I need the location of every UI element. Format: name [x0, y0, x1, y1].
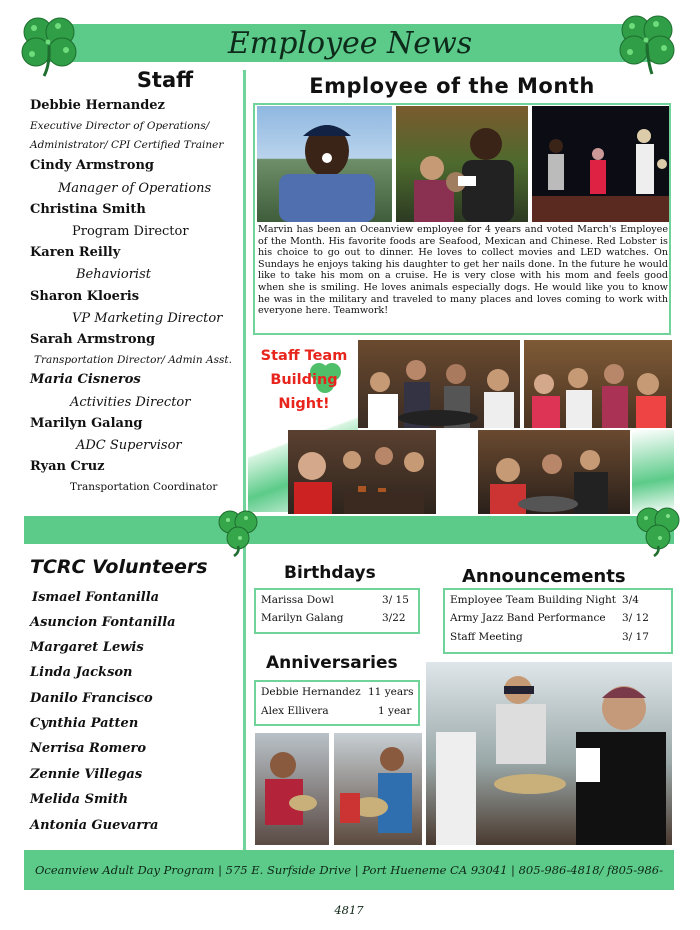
volunteer-name: Danilo Francisco: [30, 691, 153, 706]
team-photo: [288, 430, 436, 514]
shamrock-icon: [14, 10, 84, 80]
volunteer-name: Linda Jackson: [30, 665, 133, 680]
stage-photo: [532, 106, 669, 222]
column-divider: [243, 70, 246, 516]
staff-role: Behaviorist: [76, 267, 151, 282]
volunteers-heading: TCRC Volunteers: [30, 556, 208, 578]
staff-name: Sharon Kloeris: [30, 289, 140, 304]
team-photo: [358, 340, 520, 428]
staff-role: Program Director: [72, 224, 189, 239]
staff-role: Manager of Operations: [58, 181, 212, 196]
staff-role: ADC Supervisor: [76, 438, 182, 453]
staff-name: Karen Reilly: [30, 245, 121, 260]
birthdays-heading: Birthdays: [284, 563, 376, 583]
shamrock-icon: [612, 8, 682, 78]
volunteer-name: Ismael Fontanilla: [32, 590, 160, 605]
employee-photo: [257, 106, 392, 222]
anniversary-years: 11 years: [368, 686, 414, 698]
anniversary-name: Debbie Hernandez: [261, 686, 361, 698]
staff-name: Marilyn Galang: [30, 416, 143, 431]
announcement-name: Employee Team Building Night: [450, 594, 617, 606]
birthday-name: Marilyn Galang: [261, 612, 344, 624]
column-divider: [243, 544, 246, 850]
birthday-name: Marissa Dowl: [261, 594, 334, 606]
shamrock-icon: [212, 506, 264, 558]
staff-role: Transportation Director/ Admin Asst.: [34, 354, 232, 366]
staff-role: Administrator/ CPI Certified Trainer: [30, 139, 224, 151]
staff-role: Activities Director: [70, 395, 191, 410]
staff-name: Debbie Hernandez: [30, 98, 165, 113]
anniversaries-heading: Anniversaries: [266, 653, 398, 673]
volunteer-name: Zennie Villegas: [30, 767, 143, 782]
staff-name: Maria Cisneros: [30, 372, 141, 387]
activity-photo: [334, 733, 422, 845]
staff-heading: Staff: [136, 68, 194, 92]
staff-name: Sarah Armstrong: [30, 332, 156, 347]
staff-role: Transportation Coordinator: [70, 481, 218, 493]
page-title: Employee News: [227, 26, 473, 61]
staff-team-line: Building: [270, 372, 338, 388]
announcement-name: Staff Meeting: [450, 631, 523, 643]
footer-contact: Oceanview Adult Day Program | 575 E. Surfside Drive | Port Hueneme CA 93041 | 805-986-4818/ f805-986-4817: [24, 850, 674, 890]
volunteer-name: Asuncion Fontanilla: [30, 615, 176, 630]
volunteer-name: Nerrisa Romero: [30, 741, 147, 756]
staff-name: Christina Smith: [30, 202, 146, 217]
volunteer-name: Melida Smith: [30, 792, 129, 807]
employee-of-month-story: Marvin has been an Oceanview employee for 4 years and voted March's Employee of the Month. His favorite foods are Seafood, Mexican and Chinese. Red Lobster is his choice to go out to dinner. He loves to collect movies and LED watches. On Sundays he enjoys taking his daughter to get her nails done. In the future he would like to take his mom on a cruise. He is very close with his mom and feels good when she is smiling. He loves animals especially dogs. He would like you to know he was in the military and traveled to many places and loves coming to work with everyone here. Teamwork!: [258, 224, 668, 317]
staff-name: Cindy Armstrong: [30, 158, 154, 173]
announcement-date: 3/ 12: [622, 612, 649, 624]
birthday-date: 3/22: [382, 612, 406, 624]
employee-of-month-heading: Employee of the Month: [309, 74, 595, 98]
birthday-date: 3/ 15: [382, 594, 409, 606]
staff-role: Executive Director of Operations/: [30, 120, 210, 132]
activity-photo: [255, 733, 329, 845]
volunteer-name: Cynthia Patten: [30, 716, 139, 731]
volunteer-name: Antonia Guevarra: [30, 818, 159, 833]
staff-team-line: Staff Team: [260, 348, 348, 364]
announcements-heading: Announcements: [462, 566, 626, 587]
team-photo: [524, 340, 672, 428]
anniversary-years: 1 year: [378, 705, 412, 717]
staff-team-line: Night!: [278, 396, 330, 412]
staff-team-heading: [252, 344, 356, 416]
staff-name: Ryan Cruz: [30, 459, 105, 474]
announcement-date: 3/4: [622, 594, 639, 606]
party-photo: [396, 106, 528, 222]
announcement-date: 3/ 17: [622, 631, 649, 643]
section-divider-bar: [24, 516, 674, 544]
staff-role: VP Marketing Director: [72, 311, 223, 326]
team-photo: [478, 430, 630, 514]
volunteer-name: Margaret Lewis: [30, 640, 144, 655]
announcement-name: Army Jazz Band Performance: [450, 612, 606, 624]
anniversary-name: Alex Ellivera: [261, 705, 329, 717]
shamrock-icon: [630, 502, 686, 558]
activity-photo: [426, 662, 672, 845]
